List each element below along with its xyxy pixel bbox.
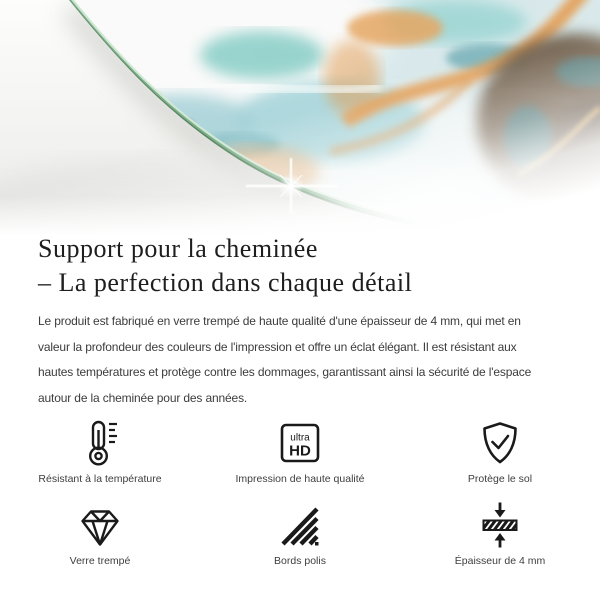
description-line: hautes températures et protège contre les dommages, garantissant ainsi la sécurité de l'espace	[38, 365, 532, 379]
feature-label: Protège le sol	[467, 473, 533, 485]
content-section	[0, 232, 600, 567]
thermometer-icon	[77, 419, 123, 467]
description-line: autour de la cheminée pour des années.	[38, 390, 248, 405]
polished-edges-icon	[276, 505, 324, 549]
page-title	[38, 232, 562, 300]
title-line-2: – La perfection dans chaque détail	[38, 268, 413, 297]
feature-print-quality	[200, 419, 400, 485]
feature-label: Impression de haute qualité	[235, 473, 365, 485]
glass-plate-image	[0, 0, 600, 236]
title-line-1: Support pour la cheminée	[38, 234, 318, 263]
feature-label: Résistant à la température	[38, 473, 162, 485]
product-description	[38, 309, 562, 411]
feature-floor-protection	[400, 419, 600, 485]
feature-temperature	[0, 419, 200, 485]
diamond-icon	[76, 505, 124, 549]
shield-check-icon	[476, 419, 524, 467]
description-line: valeur la profondeur des couleurs de l'impression et offre un éclat élégant. Il est résistant aux	[38, 339, 517, 354]
thickness-4mm-icon	[476, 501, 524, 549]
feature-polished-edges	[200, 501, 400, 567]
feature-thickness	[400, 501, 600, 567]
ultra-hd-text-top: ultra	[290, 432, 310, 444]
feature-label: Épaisseur de 4 mm	[454, 555, 546, 567]
ultra-hd-text-bottom: HD	[289, 442, 311, 460]
ultra-hd-icon	[276, 419, 324, 467]
product-photo	[0, 0, 600, 236]
features-grid	[0, 419, 600, 567]
feature-tempered-glass	[0, 501, 200, 567]
feature-label: Bords polis	[274, 555, 326, 567]
description-line: Le produit est fabriqué en verre trempé de haute qualité d'une épaisseur de 4 mm, qui met en	[38, 314, 521, 328]
feature-label: Verre trempé	[69, 555, 131, 567]
